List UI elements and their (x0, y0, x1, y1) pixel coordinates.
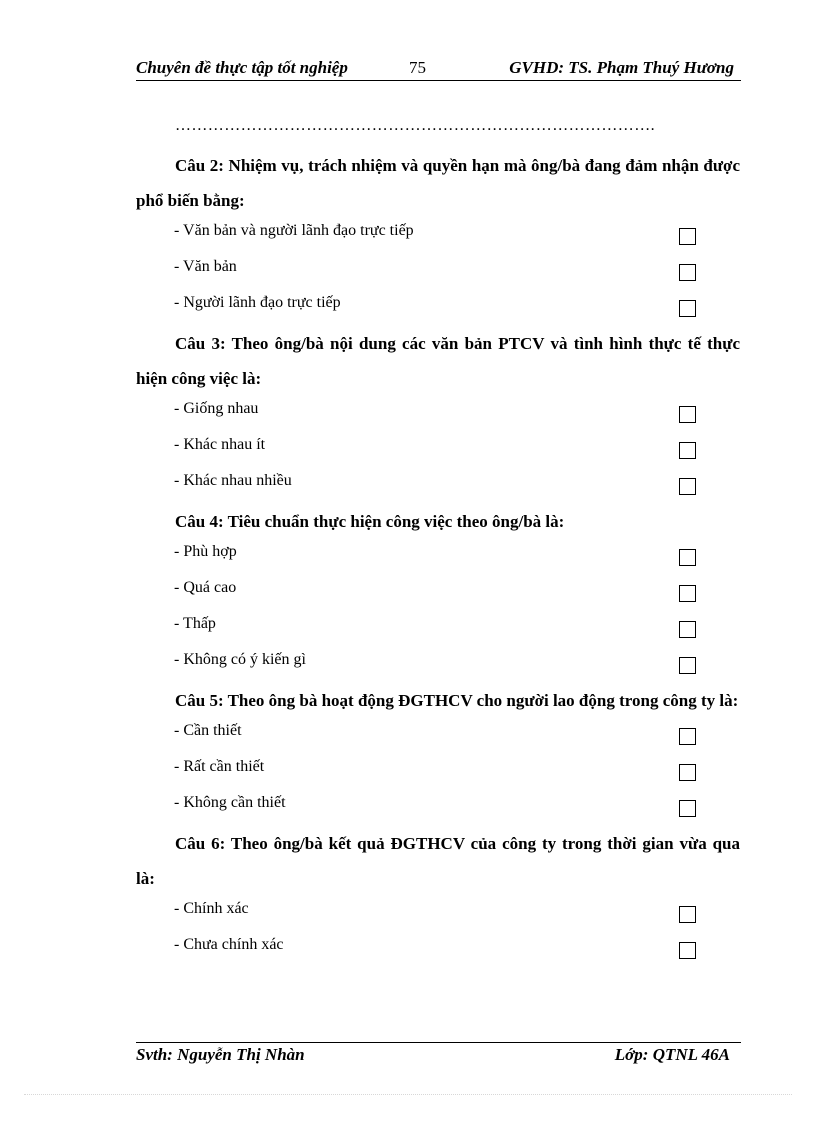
checkbox[interactable] (679, 942, 696, 959)
question-text: Câu 4: Tiêu chuẩn thực hiện công việc theo ông/bà là: (175, 512, 565, 531)
option-row (136, 539, 740, 575)
option-label: - Văn bản và người lãnh đạo trực tiếp (174, 222, 414, 239)
option-row (136, 790, 740, 826)
page-header (136, 58, 740, 82)
option-label: - Người lãnh đạo trực tiếp (174, 294, 341, 311)
option-label: - Giống nhau (174, 400, 259, 417)
option-label: - Quá cao (174, 579, 237, 596)
header-thesis-title: Chuyên đề thực tập tốt nghiệp (136, 58, 348, 77)
checkbox[interactable] (679, 478, 696, 495)
option-row (136, 432, 740, 468)
checkbox[interactable] (679, 228, 696, 245)
checkbox[interactable] (679, 621, 696, 638)
option-row (136, 932, 740, 968)
option-row (136, 254, 740, 290)
option-label: - Rất cần thiết (174, 758, 265, 775)
option-label: - Chưa chính xác (174, 936, 284, 953)
option-label: - Khác nhau nhiều (174, 472, 292, 489)
question-5 (136, 683, 740, 826)
checkbox[interactable] (679, 264, 696, 281)
question-text: Câu 6: Theo ông/bà kết quả ĐGTHCV của công ty trong thời gian vừa qua là: (136, 834, 740, 888)
option-label: - Phù hợp (174, 543, 237, 560)
checkbox[interactable] (679, 764, 696, 781)
option-row (136, 218, 740, 254)
question-6 (136, 826, 740, 968)
footer-divider (136, 1042, 741, 1043)
question-text: Câu 3: Theo ông/bà nội dung các văn bản PTCV và tình hình thực tế thực hiện công việc là: (136, 334, 740, 388)
checkbox[interactable] (679, 406, 696, 423)
question-2 (136, 148, 740, 326)
checkbox[interactable] (679, 728, 696, 745)
option-label: - Văn bản (174, 258, 237, 275)
option-row (136, 468, 740, 504)
option-label: - Cần thiết (174, 722, 242, 739)
option-label: - Chính xác (174, 900, 249, 917)
header-supervisor: GVHD: TS. Phạm Thuý Hương (509, 58, 734, 77)
option-row (136, 647, 740, 683)
header-page-number: 75 (409, 58, 426, 77)
option-label: - Thấp (174, 615, 216, 632)
checkbox[interactable] (679, 585, 696, 602)
question-3 (136, 326, 740, 504)
question-text: Câu 2: Nhiệm vụ, trách nhiệm và quyền hạn mà ông/bà đang đảm nhận được phổ biến bằng: (136, 156, 740, 210)
option-row (136, 754, 740, 790)
checkbox[interactable] (679, 300, 696, 317)
question-4 (136, 504, 740, 683)
option-label: - Không cần thiết (174, 794, 286, 811)
option-row (136, 290, 740, 326)
checkbox[interactable] (679, 657, 696, 674)
footer-student: Svth: Nguyễn Thị Nhàn (136, 1045, 305, 1064)
option-row (136, 575, 740, 611)
option-label: - Khác nhau ít (174, 436, 266, 453)
option-row (136, 396, 740, 432)
checkbox[interactable] (679, 442, 696, 459)
header-divider (136, 80, 741, 81)
page-bottom-edge (24, 1094, 792, 1095)
option-label: - Không có ý kiến gì (174, 651, 306, 668)
option-row (136, 718, 740, 754)
option-row (136, 896, 740, 932)
checkbox[interactable] (679, 906, 696, 923)
checkbox[interactable] (679, 800, 696, 817)
leading-dotted-line: ……………………………………………………………………………. (175, 117, 655, 134)
option-row (136, 611, 740, 647)
question-text: Câu 5: Theo ông bà hoạt động ĐGTHCV cho người lao động trong công ty là: (175, 691, 739, 710)
questionnaire (136, 148, 740, 968)
footer-class: Lớp: QTNL 46A (614, 1045, 730, 1064)
checkbox[interactable] (679, 549, 696, 566)
